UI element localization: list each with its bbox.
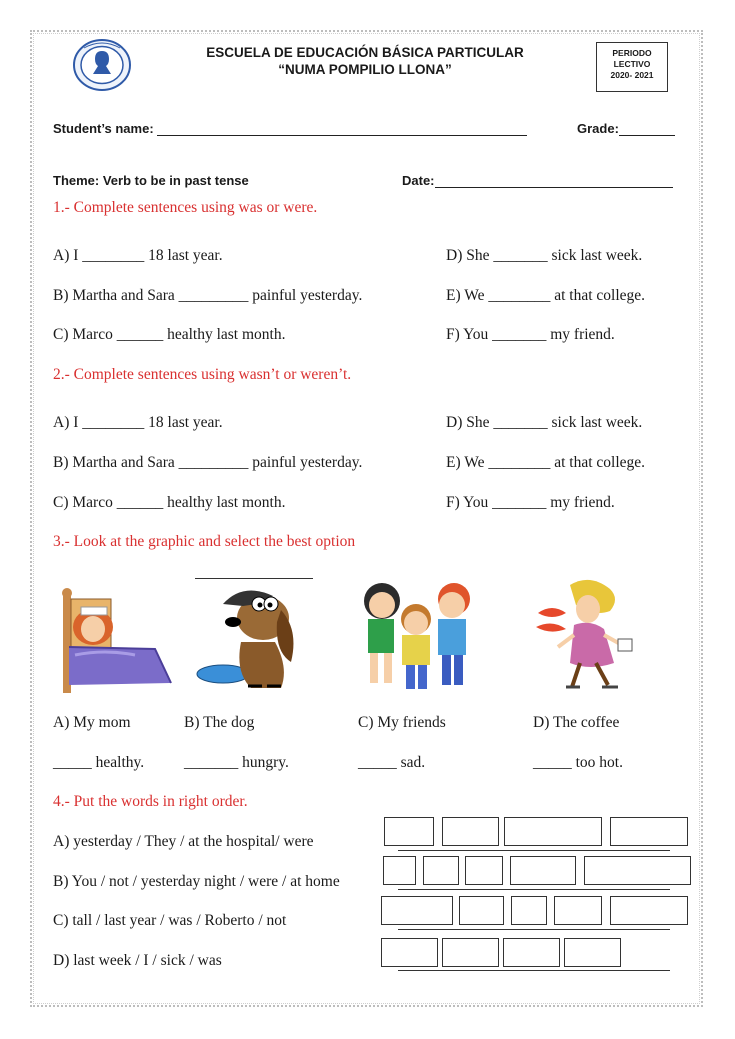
hot-coffee-picture xyxy=(530,575,645,698)
answer-line xyxy=(195,578,313,579)
hungry-dog-picture xyxy=(193,582,303,702)
word-box[interactable] xyxy=(442,938,499,967)
student-name-row xyxy=(53,121,527,136)
period-years: 2020- 2021 xyxy=(610,70,654,80)
section4-title: 4.- Put the words in right order. xyxy=(53,793,248,810)
grade-label: Grade: xyxy=(577,121,619,136)
school-name xyxy=(150,44,580,78)
student-name-input[interactable] xyxy=(157,121,527,136)
word-box[interactable] xyxy=(511,896,547,925)
word-box[interactable] xyxy=(459,896,504,925)
school-logo xyxy=(72,38,132,92)
s3-completion-c: _____ sad. xyxy=(358,754,426,771)
s2-item-e: E) We ________ at that college. xyxy=(446,454,646,471)
school-period-box xyxy=(596,42,668,92)
word-box[interactable] xyxy=(381,938,438,967)
word-box[interactable] xyxy=(584,856,691,885)
word-box[interactable] xyxy=(564,938,621,967)
date-label: Date: xyxy=(402,173,435,188)
s3-subject-b: B) The dog xyxy=(184,714,255,731)
sick-mom-picture xyxy=(55,585,173,702)
s1-item-a: A) I ________ 18 last year. xyxy=(53,247,223,264)
word-box[interactable] xyxy=(610,896,688,925)
s2-item-c: C) Marco ______ healthy last month. xyxy=(53,494,286,511)
school-name-line1: ESCUELA DE EDUCACIÓN BÁSICA PARTICULAR xyxy=(206,45,524,60)
s2-item-d: D) She _______ sick last week. xyxy=(446,414,643,431)
answer-line xyxy=(398,850,670,851)
school-name-line2: “NUMA POMPILIO LLONA” xyxy=(278,62,452,77)
s4-item-a: A) yesterday / They / at the hospital/ were xyxy=(53,833,314,850)
date-row xyxy=(402,173,673,188)
s2-item-a: A) I ________ 18 last year. xyxy=(53,414,223,431)
s4-item-d: D) last week / I / sick / was xyxy=(53,952,222,969)
word-box[interactable] xyxy=(423,856,459,885)
answer-line xyxy=(398,970,670,971)
s3-completion-b: _______ hungry. xyxy=(184,754,289,771)
answer-line xyxy=(398,929,670,930)
word-box[interactable] xyxy=(384,817,434,846)
grade-row xyxy=(577,121,675,136)
section3-title: 3.- Look at the graphic and select the best option xyxy=(53,533,356,550)
theme-label: Theme: Verb to be in past tense xyxy=(53,173,249,188)
word-box[interactable] xyxy=(381,896,453,925)
s3-subject-c: C) My friends xyxy=(358,714,446,731)
word-box[interactable] xyxy=(610,817,688,846)
word-box[interactable] xyxy=(442,817,499,846)
s3-completion-d: _____ too hot. xyxy=(533,754,623,771)
word-box[interactable] xyxy=(554,896,602,925)
word-box[interactable] xyxy=(503,938,560,967)
sad-friends-picture xyxy=(356,573,481,698)
section2-title: 2.- Complete sentences using wasn’t or weren’t. xyxy=(53,366,352,383)
date-input[interactable] xyxy=(435,173,673,188)
s3-subject-a: A) My mom xyxy=(53,714,131,731)
s2-item-f: F) You _______ my friend. xyxy=(446,494,615,511)
word-box[interactable] xyxy=(465,856,503,885)
s1-item-f: F) You _______ my friend. xyxy=(446,326,615,343)
s1-item-e: E) We ________ at that college. xyxy=(446,287,646,304)
s3-subject-d: D) The coffee xyxy=(533,714,620,731)
s3-completion-a: _____ healthy. xyxy=(53,754,145,771)
word-box[interactable] xyxy=(504,817,602,846)
student-name-label: Student’s name: xyxy=(53,121,154,136)
period-label: PERIODO xyxy=(612,48,652,58)
s1-item-d: D) She _______ sick last week. xyxy=(446,247,643,264)
s4-item-c: C) tall / last year / was / Roberto / not xyxy=(53,912,287,929)
s1-item-b: B) Martha and Sara _________ painful yesterday. xyxy=(53,287,363,304)
s1-item-c: C) Marco ______ healthy last month. xyxy=(53,326,286,343)
s4-item-b: B) You / not / yesterday night / were / at home xyxy=(53,873,340,890)
answer-line xyxy=(398,889,670,890)
word-box[interactable] xyxy=(383,856,416,885)
s2-item-b: B) Martha and Sara _________ painful yesterday. xyxy=(53,454,363,471)
word-box[interactable] xyxy=(510,856,576,885)
grade-input[interactable] xyxy=(619,121,675,136)
period-label-2: LECTIVO xyxy=(613,59,651,69)
section1-title: 1.- Complete sentences using was or were. xyxy=(53,199,318,216)
